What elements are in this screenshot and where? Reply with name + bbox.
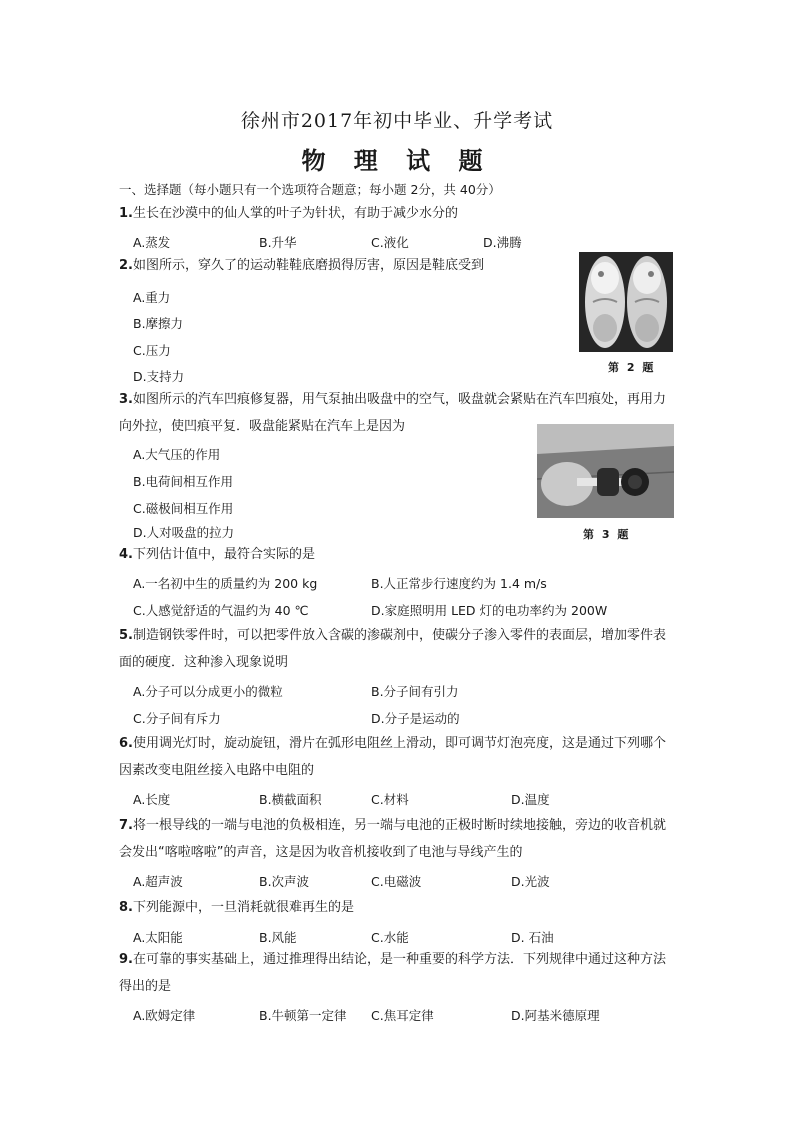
option-b: B.分子间有引力 bbox=[371, 684, 459, 699]
figure-2-caption: 第 2 题 bbox=[608, 361, 656, 374]
option-a: A.超声波 bbox=[133, 874, 183, 889]
option-c: C.水能 bbox=[371, 930, 409, 945]
question-number: 5. bbox=[119, 628, 133, 643]
exam-title: 徐州市2017年初中毕业、升学考试 bbox=[240, 110, 554, 132]
question-text: 将一根导线的一端与电池的负极相连，另一端与电池的正极时断时续地接触，旁边的收音机就会发出“喀啦喀啦”的声音，这是因为收音机接收到了电池与导线产生的 bbox=[119, 818, 666, 860]
question-3-option-a: A.大气压的作用 bbox=[133, 447, 221, 462]
question-text: 下列能源中，一旦消耗就很难再生的是 bbox=[132, 900, 354, 915]
option-a: A.长度 bbox=[133, 792, 171, 807]
question-3-option-d: D.人对吸盘的拉力 bbox=[133, 525, 235, 540]
question-text: 使用调光灯时，旋动旋钮，滑片在弧形电阻丝上滑动，即可调节灯泡亮度，这是通过下列哪个因素改变电阻丝接入电路中电阻的 bbox=[119, 736, 666, 778]
question-number: 7. bbox=[119, 818, 133, 833]
option-b: B.牛顿第一定律 bbox=[259, 1008, 347, 1023]
option-b: B.人正常步行速度约为 1.4 m/s bbox=[371, 576, 547, 591]
question-2-option-b: B.摩擦力 bbox=[133, 316, 184, 331]
option-d: D. 石油 bbox=[511, 930, 554, 945]
option-b: B.升华 bbox=[259, 235, 297, 250]
question-2-option-c: C.压力 bbox=[133, 343, 171, 358]
option-b: B.横截面积 bbox=[259, 792, 322, 807]
option-a: A.太阳能 bbox=[133, 930, 183, 945]
question-text: 制造钢铁零件时，可以把零件放入含碳的渗碳剂中，使碳分子渗入零件的表面层，增加零件表面的硬度．这种渗入现象说明 bbox=[119, 628, 666, 670]
question-1 bbox=[119, 200, 458, 227]
question-3-option-b: B.电荷间相互作用 bbox=[133, 474, 234, 489]
shoe-soles-photo bbox=[579, 252, 673, 352]
option-d: D.分子是运动的 bbox=[371, 711, 460, 726]
question-2-option-a: A.重力 bbox=[133, 290, 171, 305]
question-5 bbox=[119, 622, 675, 676]
question-number: 8. bbox=[119, 900, 133, 915]
question-9 bbox=[119, 946, 675, 1000]
dent-repair-image bbox=[537, 424, 674, 518]
option-a: A.欧姆定律 bbox=[133, 1008, 196, 1023]
question-text: 如图所示，穿久了的运动鞋鞋底磨损得厉害，原因是鞋底受到 bbox=[132, 258, 484, 273]
option-c: C.材料 bbox=[371, 792, 409, 807]
option-c: C.人感觉舒适的气温约为 40 ℃ bbox=[133, 603, 309, 618]
question-number: 4. bbox=[119, 547, 133, 562]
dent-repair-photo bbox=[537, 424, 674, 518]
shoe-soles-image bbox=[579, 252, 673, 352]
option-b: B.次声波 bbox=[259, 874, 310, 889]
section-heading: 一、选择题（每小题只有一个选项符合题意；每小题 2分，共 40分） bbox=[119, 182, 501, 197]
option-d: D.家庭照明用 LED 灯的电功率约为 200W bbox=[371, 603, 608, 618]
option-c: C.分子间有斥力 bbox=[133, 711, 221, 726]
question-8 bbox=[119, 894, 354, 921]
question-text: 生长在沙漠中的仙人掌的叶子为针状，有助于减少水分的 bbox=[132, 206, 458, 221]
option-d: D.沸腾 bbox=[483, 235, 522, 250]
option-d: D.阿基米德原理 bbox=[511, 1008, 600, 1023]
option-b: B.风能 bbox=[259, 930, 297, 945]
question-text: 如图所示的汽车凹痕修复器，用气泵抽出吸盘中的空气，吸盘就会紧贴在汽车凹痕处，再用力向外拉，使凹痕平复．吸盘能紧贴在汽车上是因为 bbox=[119, 392, 666, 434]
question-number: 2. bbox=[119, 258, 133, 273]
question-3-option-c: C.磁极间相互作用 bbox=[133, 501, 234, 516]
question-text: 在可靠的事实基础上，通过推理得出结论，是一种重要的科学方法．下列规律中通过这种方法得出的是 bbox=[119, 952, 666, 994]
option-a: A.分子可以分成更小的微粒 bbox=[133, 684, 283, 699]
exam-subject-title: 物 理 试 题 bbox=[301, 146, 493, 175]
question-number: 3. bbox=[119, 392, 133, 407]
question-2-option-d: D.支持力 bbox=[133, 369, 185, 384]
question-6 bbox=[119, 730, 675, 784]
option-c: C.液化 bbox=[371, 235, 409, 250]
option-c: C.电磁波 bbox=[371, 874, 422, 889]
question-number: 6. bbox=[119, 736, 133, 751]
question-number: 1. bbox=[119, 206, 133, 221]
figure-3-caption: 第 3 题 bbox=[583, 528, 631, 541]
option-a: A.蒸发 bbox=[133, 235, 171, 250]
option-c: C.焦耳定律 bbox=[371, 1008, 434, 1023]
question-4 bbox=[119, 541, 315, 568]
question-2 bbox=[119, 252, 484, 279]
option-d: D.光波 bbox=[511, 874, 550, 889]
question-7 bbox=[119, 812, 675, 866]
question-text: 下列估计值中，最符合实际的是 bbox=[132, 547, 315, 562]
option-d: D.温度 bbox=[511, 792, 550, 807]
question-number: 9. bbox=[119, 952, 133, 967]
option-a: A.一名初中生的质量约为 200 kg bbox=[133, 576, 318, 591]
